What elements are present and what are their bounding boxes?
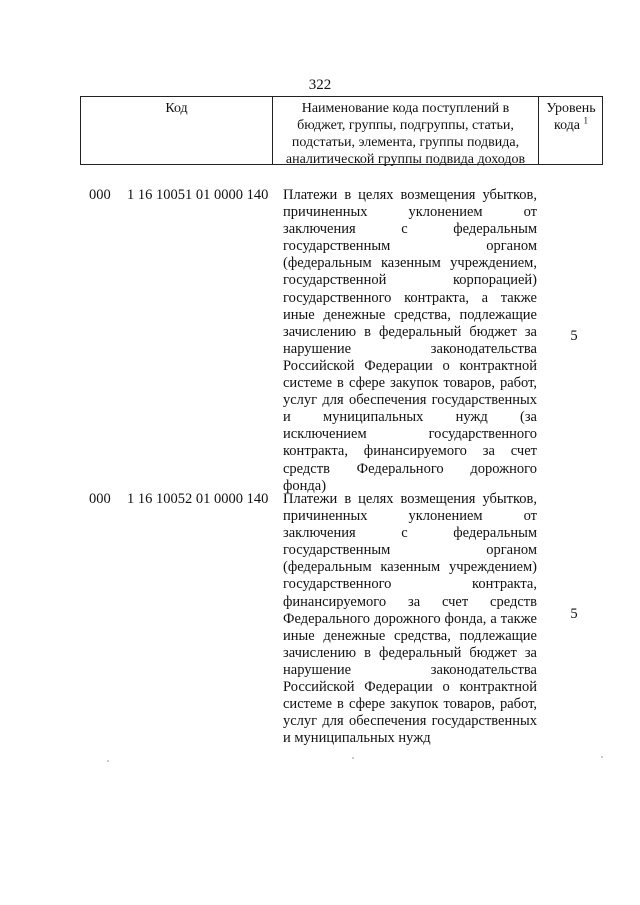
header-level-line: Уровень (546, 101, 596, 116)
description-line: исключением государственного (283, 426, 537, 443)
description-line: Платежи в целях возмещения убытков, (283, 491, 537, 507)
description-line: Федерального дорожного фонда, а также (283, 610, 537, 627)
description-line: системе в сфере закупок товаров, работ, (283, 696, 537, 713)
description-line: средств Федерального дорожного (283, 460, 537, 477)
budget-code: 1 16 10052 01 0000 140 (127, 491, 269, 507)
header-level (539, 100, 603, 134)
description-line: причиненных уклонением от (283, 204, 537, 221)
level-value: 5 (570, 328, 578, 344)
description-line: государственного контракта, (283, 576, 537, 593)
description-line: государственной корпорацией) (283, 272, 537, 289)
description-line: системе в сфере закупок товаров, работ, (283, 375, 537, 392)
description-line: финансируемого за счет средств (283, 593, 537, 610)
footnote-marker: 1 (583, 115, 589, 126)
description-line: нарушение законодательства (283, 340, 537, 357)
header-name-line: Наименование кода поступлений в (301, 101, 510, 116)
description-line: государственным органом (283, 238, 537, 255)
header-name (273, 100, 538, 168)
header-name-line: бюджет, группы, подгруппы, статьи, (297, 118, 514, 133)
header-level-line (539, 117, 603, 134)
header-level-text: кода (553, 118, 581, 133)
header-code: Код (165, 101, 188, 116)
header-name-line: подстатьи, элемента, группы подвида, (291, 135, 520, 150)
admin-code: 000 (89, 187, 111, 203)
description-line: и муниципальных нужд (за (283, 409, 537, 426)
scan-speck (601, 756, 603, 758)
level-value: 5 (570, 606, 578, 622)
description-line: услуг для обеспечения государственных (283, 713, 537, 730)
description-line: зачислению в федеральный бюджет за (283, 644, 537, 661)
scan-speck (352, 757, 354, 759)
description-line: услуг для обеспечения государственных (283, 392, 537, 409)
description-line: иные денежные средства, подлежащие (283, 627, 537, 644)
description-line: нарушение законодательства (283, 661, 537, 678)
description-line: (федеральным казенным учреждением) (283, 559, 537, 576)
description-line: причиненных уклонением от (283, 508, 537, 525)
table-header (80, 96, 603, 165)
description-line: государственным органом (283, 542, 537, 559)
description-line: и муниципальных нужд (283, 730, 431, 747)
page-number: 322 (308, 77, 332, 93)
scan-speck (107, 760, 109, 762)
row-description (283, 187, 537, 495)
description-line: фонда) (283, 477, 327, 494)
description-line: Российской Федерации о контрактной (283, 357, 537, 374)
row-description (283, 491, 537, 747)
description-line: заключения с федеральным (283, 525, 537, 542)
description-line: Платежи в целях возмещения убытков, (283, 187, 537, 203)
budget-code: 1 16 10051 01 0000 140 (127, 187, 269, 203)
admin-code: 000 (89, 491, 111, 507)
header-name-line: аналитической группы подвида доходов (285, 152, 526, 167)
description-line: (федеральным казенным учреждением, (283, 255, 537, 272)
description-line: заключения с федеральным (283, 221, 537, 238)
description-line: зачислению в федеральный бюджет за (283, 323, 537, 340)
description-line: Российской Федерации о контрактной (283, 679, 537, 696)
description-line: контракта, финансируемого за счет (283, 443, 537, 460)
description-line: иные денежные средства, подлежащие (283, 306, 537, 323)
description-line: государственного контракта, а также (283, 289, 537, 306)
